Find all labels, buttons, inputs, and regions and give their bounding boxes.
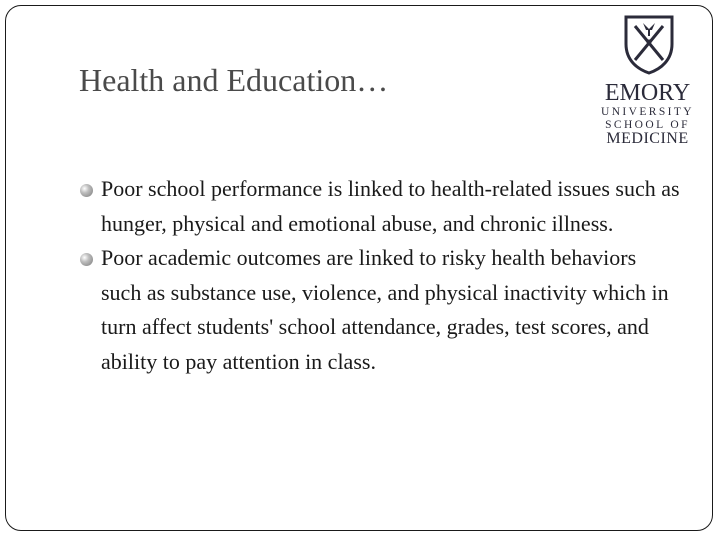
slide-title: Health and Education… bbox=[79, 62, 389, 98]
bullet-item bbox=[80, 241, 680, 379]
bullet-item bbox=[80, 172, 680, 241]
logo-medicine: MEDICINE bbox=[606, 130, 689, 147]
bullet-text: Poor school performance is linked to health-related issues such as hunger, physical and emotional abuse, and chronic illness. bbox=[101, 176, 680, 236]
logo-wordmark: EMORY bbox=[604, 80, 691, 106]
logo-school-of: SCHOOL OF bbox=[605, 119, 690, 131]
shield-icon bbox=[623, 14, 675, 76]
logo-university: UNIVERSITY bbox=[601, 106, 694, 118]
bullet-text: Poor academic outcomes are linked to risky health behaviors such as substance use, violence, and physical inactivity which in turn affect students' school attendance, grades, test scores, and ability to pay attention in class. bbox=[101, 245, 669, 374]
emory-logo bbox=[590, 10, 705, 147]
bullet-dot-icon bbox=[80, 184, 93, 197]
bullet-list bbox=[80, 172, 680, 379]
bullet-dot-icon bbox=[80, 253, 93, 266]
